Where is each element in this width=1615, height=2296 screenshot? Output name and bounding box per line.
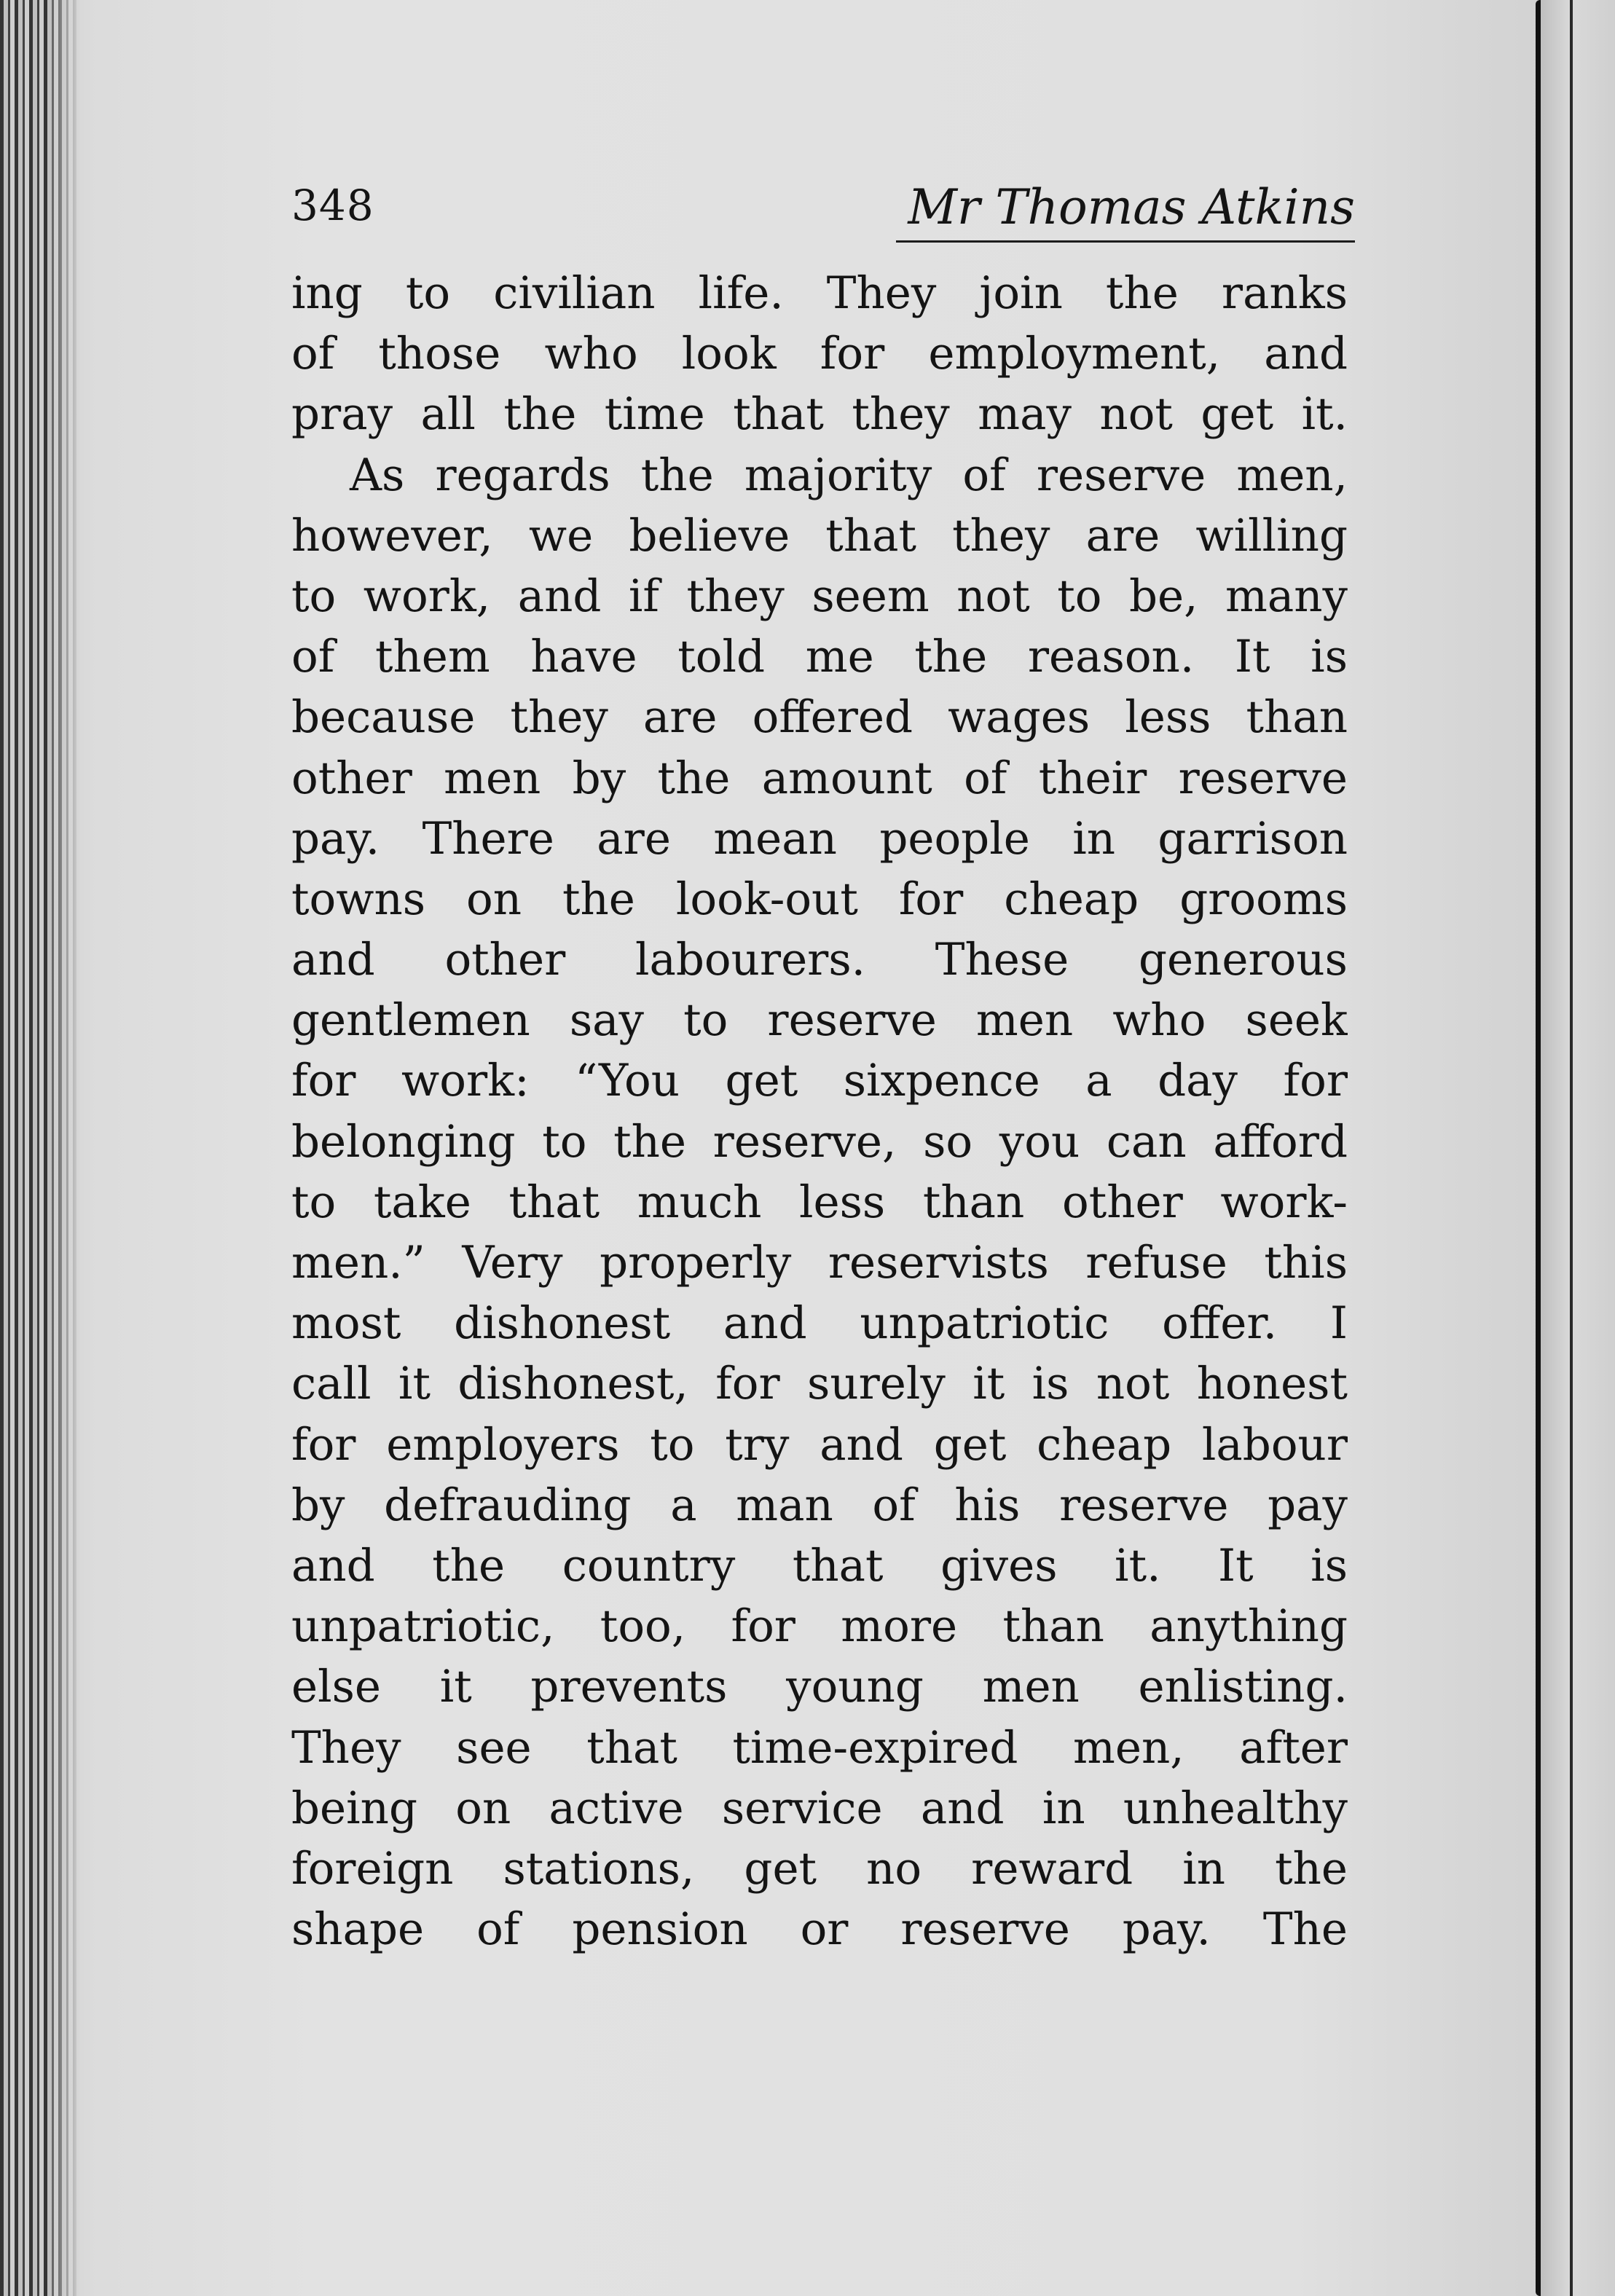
binding-edge-line bbox=[1570, 0, 1573, 2296]
text-line: ing to civilian life. They join the ranks bbox=[291, 267, 1348, 319]
text-line: for work: “You get sixpence a day for bbox=[291, 1055, 1348, 1107]
text-line: and other labourers. These generous bbox=[291, 934, 1348, 986]
body-text bbox=[291, 263, 1348, 1959]
running-header bbox=[291, 175, 1355, 243]
text-line: by defrauding a man of his reserve pay bbox=[291, 1479, 1348, 1531]
text-line: being on active service and in unhealthy bbox=[291, 1782, 1348, 1834]
text-line: of those who look for employment, and bbox=[291, 328, 1348, 380]
text-line: They see that time-expired men, after bbox=[291, 1721, 1348, 1774]
text-line: for employers to try and get cheap labour bbox=[291, 1418, 1348, 1471]
book-binding bbox=[1541, 0, 1615, 2296]
text-line: men.” Very properly reservists refuse this bbox=[291, 1237, 1348, 1289]
text-line: because they are offered wages less than bbox=[291, 691, 1348, 744]
text-line: foreign stations, get no reward in the bbox=[291, 1842, 1348, 1895]
text-line: other men by the amount of their reserve bbox=[291, 752, 1348, 804]
text-line: pray all the time that they may not get it. bbox=[291, 388, 1348, 441]
text-line: shape of pension or reserve pay. The bbox=[291, 1903, 1348, 1956]
text-line: else it prevents young men enlisting. bbox=[291, 1661, 1348, 1713]
page-number: 348 bbox=[291, 181, 374, 230]
text-line: gentlemen say to reserve men who seek bbox=[291, 994, 1348, 1047]
text-line: to work, and if they seem not to be, many bbox=[291, 570, 1348, 622]
text-line: call it dishonest, for surely it is not honest bbox=[291, 1358, 1348, 1410]
text-line: towns on the look-out for cheap grooms bbox=[291, 873, 1348, 925]
text-line: and the country that gives it. It is bbox=[291, 1539, 1348, 1592]
text-line: most dishonest and unpatriotic offer. I bbox=[291, 1297, 1348, 1350]
page-content bbox=[291, 175, 1362, 1959]
text-line: belonging to the reserve, so you can afford bbox=[291, 1115, 1348, 1168]
text-line: to take that much less than other work- bbox=[291, 1176, 1348, 1228]
text-line: however, we believe that they are willing bbox=[291, 509, 1348, 562]
text-line: As regards the majority of reserve men, bbox=[350, 449, 1348, 501]
book-page-edges bbox=[0, 0, 80, 2296]
running-title: Mr Thomas Atkins bbox=[908, 179, 1355, 235]
text-line: pay. There are mean people in garrison bbox=[291, 812, 1348, 865]
text-line: of them have told me the reason. It is bbox=[291, 631, 1348, 683]
text-line: unpatriotic, too, for more than anything bbox=[291, 1600, 1348, 1653]
